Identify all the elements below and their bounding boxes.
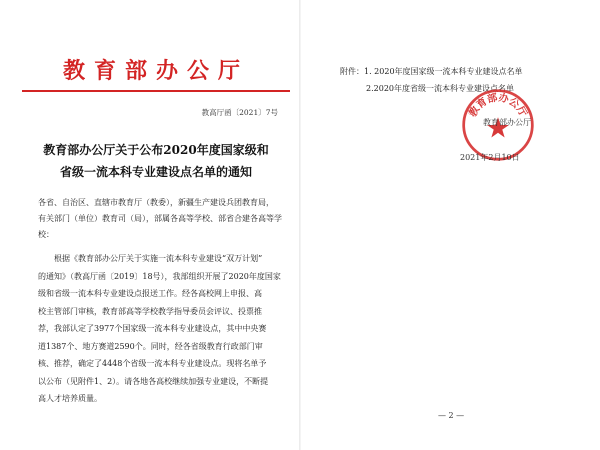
salutation-line: 各省、自治区、直辖市教育厅（教委），新疆生产建设兵团教育局， <box>38 198 274 207</box>
body-line: 高人才培养质量。 <box>38 394 102 403</box>
salutation-line: 校： <box>38 230 54 239</box>
notice-body <box>38 250 288 408</box>
body-line: 核、推荐，确定了4448个省级一流本科专业建设点。现将名单予 <box>38 359 267 368</box>
body-line: 级和省级一流本科专业建设点报送工作。经各高校网上申报、高 <box>38 289 262 298</box>
body-line: 的通知》（教高厅函〔2019〕18号），我部组织开展了2020年度国家 <box>38 271 281 281</box>
body-line: 以公布（见附件1、2）。请各地各高校继续加强专业建设，不断提 <box>38 376 269 386</box>
notice-title <box>22 139 290 183</box>
salutation-line: 有关部门（单位）教育司（局），部属各高等学校、部省合建各高等学 <box>38 214 282 223</box>
attachment-line: 2.2020年度省级一流本科专业建设点名单 <box>366 84 514 93</box>
body-line: 道1387个、地方赛道2590个。同时，经各省级教育行政部门审 <box>38 341 263 351</box>
title-line: 省级一流本科专业建设点名单的通知 <box>59 165 252 179</box>
body-line: 荐，我部认定了3977个国家级一流本科专业建设点，其中中央赛 <box>38 324 267 333</box>
agency-header: 教育部办公厅 <box>62 58 249 84</box>
svg-text:教育部办公厅 <box>465 90 530 119</box>
right-page <box>300 0 600 450</box>
attachment-line: 附件：1. 2020年度国家级一流本科专业建设点名单 <box>340 67 523 76</box>
page-number: — 2 — <box>438 411 465 420</box>
salutation <box>38 195 288 243</box>
seal-text: 教育部办公厅 <box>466 91 530 119</box>
title-line: 教育部办公厅关于公布2020年度国家级和 <box>43 143 269 157</box>
issuer-name: 教育部办公厅 <box>483 118 531 127</box>
document-number: 教高厅函〔2021〕7号 <box>201 108 278 117</box>
issue-date: 2021年2月10日 <box>460 153 520 162</box>
body-line: 根据《教育部办公厅关于实施一流本科专业建设“双万计划” <box>54 254 263 263</box>
red-divider <box>22 90 290 92</box>
body-line: 校主管部门审核，教育部高等学校教学指导委员会评议、投票推 <box>38 306 262 316</box>
